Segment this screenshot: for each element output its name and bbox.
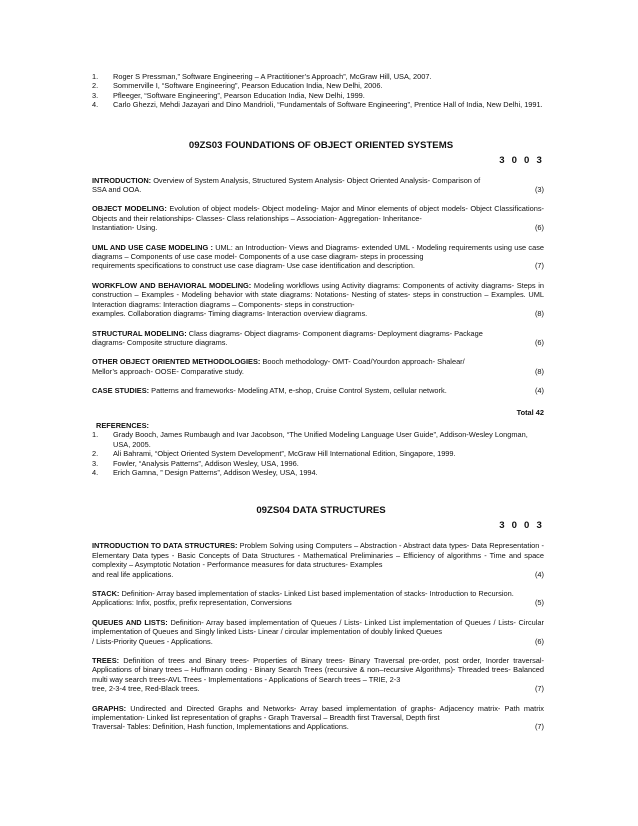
unit-heading: INTRODUCTION TO DATA STRUCTURES: [92,541,238,551]
unit-structural: STRUCTURAL MODELING: Class diagrams- Object diagrams- Component diagrams- Deployment diagrams- Package diagrams- Composite structure diagrams. (6) [92,328,544,347]
course-credits: 3 0 0 3 [499,520,544,532]
unit-stack: STACK: Definition- Array based implementation of stacks- Linked List based implementation of stacks- Introduction to Recursion. Applications: Infix, postfix, prefix representation, Conversions (5) [92,589,544,608]
course-reference-list [92,430,544,477]
unit-hours: (3) [534,185,544,195]
unit-heading: STRUCTURAL MODELING: [92,328,187,338]
unit-hours: (5) [534,598,544,608]
unit-hours: (8) [534,309,544,319]
unit-uml: UML AND USE CASE MODELING : UML: an Introduction- Views and Diagrams- extended UML - Modeling requirements using use case diagrams – Components of use case model- Components of a use case diagram- steps in processing requirements specifications to construct use case diagram- Use case identification and description. (7) [92,242,544,271]
unit-hours: (4) [534,386,544,396]
unit-heading: CASE STUDIES: [92,386,150,396]
course-title: 09ZS04 DATA STRUCTURES [256,505,386,517]
unit-graphs: GRAPHS: Undirected and Directed Graphs and Networks- Array based implementation of graphs- Adjacency matrix- Path matrix implementation- Linked list representation of graphs - Graph Traversal – Breadth first Traversal, Depth first Traversal- Tables: Definition, Hash function, Implementations and Applications. (7) [92,703,544,732]
course-credits: 3 0 0 3 [499,154,544,166]
unit-hours: (7) [534,722,544,732]
unit-introduction: INTRODUCTION: Overview of System Analysis, Structured System Analysis- Object Oriented Analysis- Comparison of SSA and OOA. (3) [92,175,544,195]
unit-object-modeling: OBJECT MODELING: Evolution of object models- Object modeling- Major and Minor elements of object models- Object Classifications- Objects and their relationships- Classes- Class relationships – Association- Aggregation- Inheritance- Instantiation- Using. (6) [92,204,544,233]
unit-heading: UML AND USE CASE MODELING : [92,242,213,252]
list-item: 4. Erich Gamna, ” Design Patterns”, Addison Wesley, USA, 1994. [92,467,318,477]
list-item: 1. Roger S Pressman,” Software Engineering – A Practitioner’s Approach”, McGraw Hill, USA, 2007. [92,72,432,81]
unit-heading: OTHER OBJECT ORIENTED METHODOLOGIES: [92,357,261,367]
unit-intro-data-structures: INTRODUCTION TO DATA STRUCTURES: Problem Solving using Computers – Abstraction - Abstract data types- Data Representation - Elementary Data types - Basic Concepts of Data Structures - Mathematical Preliminaries – Efficiency of algorithms - Time and space complexity – Asymptotic Notation - Performance measures for data structures- Examples and real life applications. (4) [92,541,544,579]
unit-queues-lists: QUEUES AND LISTS: Definition- Array based implementation of Queues / Lists- Linked List implementation of Queues / Lists- Circular implementation of Queues and Singly linked Lists- Linear / circular implementation of doubly linked Queues / Lists-Priority Queues - Applications. (6) [92,617,545,646]
references-heading: REFERENCES: [96,420,149,430]
unit-heading: TREES: [92,656,120,666]
list-item: 2. Sommerville I, “Software Engineering”, Pearson Education India, New Delhi, 2006. [92,81,383,91]
unit-hours: (6) [534,223,544,233]
unit-heading: STACK: [92,589,120,598]
list-item: 3. Fowler, “Analysis Patterns”, Addison Wesley, USA, 1996. [92,458,299,468]
syllabus-page [92,72,544,742]
unit-heading: QUEUES AND LISTS: [92,617,168,627]
unit-case-studies: CASE STUDIES: Patterns and frameworks- Modeling ATM, e-shop, Cruise Control System, cellular network. (4) [92,386,544,396]
course-title: 09ZS03 FOUNDATIONS OF OBJECT ORIENTED SYSTEMS [188,139,454,151]
list-item: 2. Ali Bahrami, “Object Oriented System Development”, McGraw Hill International Edition, Singapore, 1999. [92,449,456,459]
unit-hours: (6) [534,337,544,347]
list-item: 3. Pfleeger, “Software Engineering”, Pearson Education India, New Delhi, 1999. [92,90,365,100]
unit-hours: (7) [534,261,544,271]
unit-hours: (8) [534,366,544,376]
unit-heading: WORKFLOW AND BEHAVIORAL MODELING: [92,280,252,290]
unit-heading: OBJECT MODELING: [92,204,167,214]
top-reference-list [92,72,544,110]
unit-trees: TREES: Definition of trees and Binary trees- Properties of Binary trees- Binary Traversal pre-order, post order, Inorder traversal- Applications of binary trees – Huffmann coding - Binary Search Trees (recursive & non–recursive Algorithms)- Threaded trees- Balanced multi way search trees-AVL Trees - Implementations - Applications of Search trees – TRIE, 2-3 tree, 2-3-4 tree, Red-Black trees. (7) [92,656,544,694]
unit-hours: (4) [534,569,544,579]
unit-workflow: WORKFLOW AND BEHAVIORAL MODELING: Modeling workflows using Activity diagrams: Components of activity diagrams- Steps in construction – Examples - Modeling behavior with state diagrams: Notations- Nesting of states- steps in construction – Examples. UML Interaction diagrams: Interaction diagrams – Components- steps in construction- examples. Collaboration diagrams- Timing diagrams- Interaction overview diagrams. (8) [92,280,545,319]
unit-hours: (6) [534,636,544,646]
unit-heading: GRAPHS: [92,703,127,713]
list-item: 1. Grady Booch, James Rumbaugh and Ivar Jacobson, “The Unified Modeling Language User Guide”, Addison-Wesley Longman, USA, 2005. [92,430,528,449]
unit-other-methodologies: OTHER OBJECT ORIENTED METHODOLOGIES: Booch methodology- OMT- Coad/Yourdon approach- Shalear/ Mellor’s approach- OOSE- Comparative study. (8) [92,357,544,376]
unit-hours: (7) [534,684,544,694]
list-item: 4. Carlo Ghezzi, Mehdi Jazayari and Dino Mandrioli, “Fundamentals of Software Engineering”, Prentice Hall of India, New Delhi, 1991. [92,100,543,110]
unit-heading: INTRODUCTION: [92,175,152,185]
total-hours: Total 42 [516,407,544,417]
